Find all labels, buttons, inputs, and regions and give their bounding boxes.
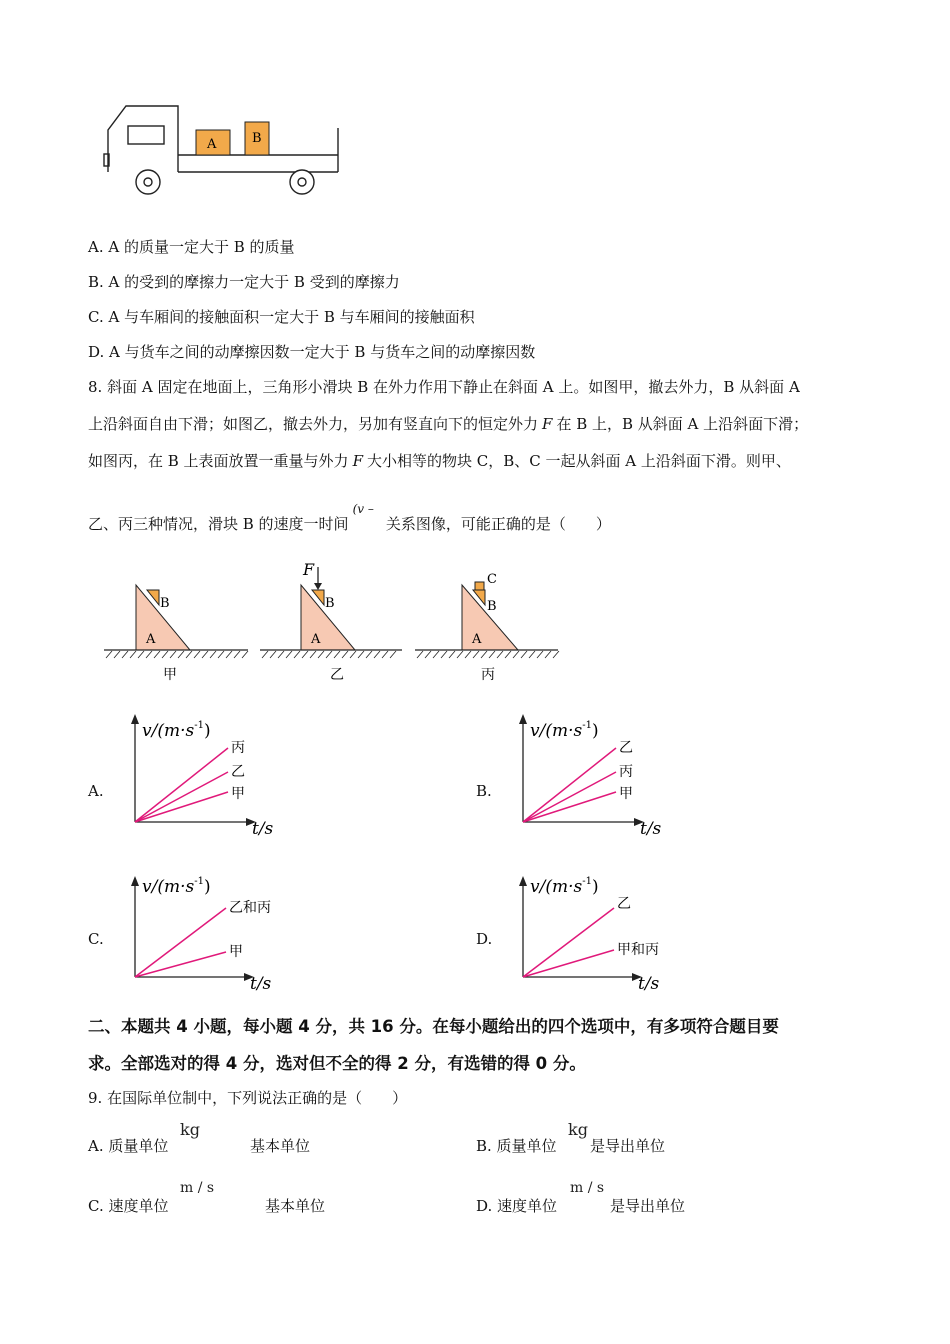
graph-c-option: C. [88, 930, 104, 948]
svg-text:v/(m·s-1): $v/(m\cdot s^{-1})$ [530, 876, 599, 897]
graph-a [120, 712, 290, 842]
q9-option-c-post: 基本单位 [265, 1197, 326, 1215]
q9-option-a: A. 质量单位 [88, 1137, 169, 1155]
q9-option-a-post: 基本单位 [250, 1137, 311, 1155]
q8-stem-line1: 8. 斜面 A 固定在地面上，三角形小滑块 B 在外力作用下静止在斜面 A 上。如图甲，撤去外力，B 从斜面 A [88, 378, 800, 396]
q7-option-c: C. A 与车厢间的接触面积一定大于 B 与车厢间的接触面积 [88, 308, 475, 326]
graph-d [508, 872, 678, 997]
q8-stem-line3: 如图丙，在 B 上表面放置一重量与外力 F 大小相等的物块 C，B、C 一起从斜面 A 上沿斜面下滑。则甲、 [88, 452, 791, 470]
line-yi-bing [135, 908, 226, 977]
q9-option-d-unit: m / s [570, 1180, 605, 1196]
section2-line2: 求。全部选对的得 4 分，选对但不全的得 2 分，有选错的得 0 分。 [88, 1054, 586, 1073]
caption-yi: 乙 [330, 667, 344, 683]
svg-text:C: C [487, 572, 497, 587]
svg-text:乙: 乙 [617, 896, 631, 912]
graph-a-option: A. [88, 782, 104, 800]
svg-text:B: B [160, 596, 170, 611]
svg-text:乙: 乙 [619, 740, 633, 756]
force-symbol: F [352, 452, 363, 470]
graph-b-option: B. [476, 782, 492, 800]
svg-text:乙和丙: 乙和丙 [229, 900, 271, 916]
svg-text:甲和丙: 甲和丙 [617, 942, 659, 958]
fig-yi [260, 560, 402, 683]
line-yi [523, 908, 614, 977]
svg-text:F: F [303, 560, 315, 579]
q9-stem: 9. 在国际单位制中，下列说法正确的是（ ） [88, 1089, 408, 1107]
graph-d-option: D. [476, 930, 493, 948]
svg-text:丙: 丙 [231, 740, 245, 756]
q9-option-b: B. 质量单位 [476, 1137, 557, 1155]
q7-option-b: B. A 的受到的摩擦力一定大于 B 受到的摩擦力 [88, 273, 400, 291]
caption-jia: 甲 [163, 667, 177, 683]
svg-text:甲: 甲 [229, 944, 243, 960]
svg-text:乙: 乙 [231, 764, 245, 780]
line-yi [523, 748, 616, 822]
q9-option-b-unit: kg [568, 1120, 588, 1139]
q9-option-d-post: 是导出单位 [610, 1197, 686, 1215]
box-b-label: B [252, 131, 262, 146]
svg-text:甲: 甲 [231, 786, 245, 802]
q9-option-c-unit: m / s [180, 1180, 215, 1196]
svg-text:v/(m·s-1): $v/(m\cdot s^{-1})$ [142, 876, 211, 897]
section2-line1: 二、本题共 4 小题，每小题 4 分，共 16 分。在每小题给出的四个选项中，有多项符合题目要 [88, 1017, 779, 1036]
incline-figures [100, 555, 570, 690]
caption-bing: 丙 [481, 667, 495, 683]
line-jia-bing [523, 950, 614, 977]
svg-text:A: A [472, 632, 482, 647]
q8-stem-line4: 乙、丙三种情况，滑块 B 的速度一时间$^{(v -}$关系图像，可能正确的是（ ） [88, 502, 611, 533]
graph-c [120, 872, 290, 997]
line-jia [135, 952, 226, 977]
svg-text:丙: 丙 [619, 764, 633, 780]
svg-text:t/s: t/s [638, 974, 660, 994]
q7-option-a: A. A 的质量一定大于 B 的质量 [88, 238, 295, 256]
svg-text:B: B [325, 596, 335, 611]
svg-text:v/(m·s-1): $v/(m\cdot s^{-1})$ [530, 720, 599, 741]
fig-bing [415, 572, 559, 683]
line-bing [135, 748, 228, 822]
graph-b [508, 712, 678, 842]
truck-figure [100, 100, 345, 200]
svg-text:B: B [487, 599, 497, 614]
svg-text:t/s: t/s [250, 974, 272, 994]
svg-text:t/s: t/s [640, 819, 662, 839]
box-a-label: A [207, 137, 217, 152]
q7-option-d: D. A 与货车之间的动摩擦因数一定大于 B 与货车之间的动摩擦因数 [88, 343, 536, 361]
q9-option-b-post: 是导出单位 [590, 1137, 666, 1155]
q9-option-a-unit: kg [180, 1120, 200, 1139]
q9-option-c: C. 速度单位 [88, 1197, 169, 1215]
vt-fragment: (v – [352, 502, 374, 516]
q8-stem-line2: 上沿斜面自由下滑；如图乙，撤去外力，另加有竖直向下的恒定外力 F 在 B 上，B 从斜面 A 上沿斜面下滑； [88, 415, 809, 433]
svg-text:A: A [311, 632, 321, 647]
svg-text:t/s: t/s [252, 819, 274, 839]
q9-option-d: D. 速度单位 [476, 1197, 558, 1215]
svg-text:甲: 甲 [619, 786, 633, 802]
svg-text:A: A [146, 632, 156, 647]
svg-text:v/(m·s-1): $v/(m\cdot s^{-1})$ [142, 720, 211, 741]
fig-jia [104, 585, 248, 683]
force-symbol: F [542, 415, 553, 433]
